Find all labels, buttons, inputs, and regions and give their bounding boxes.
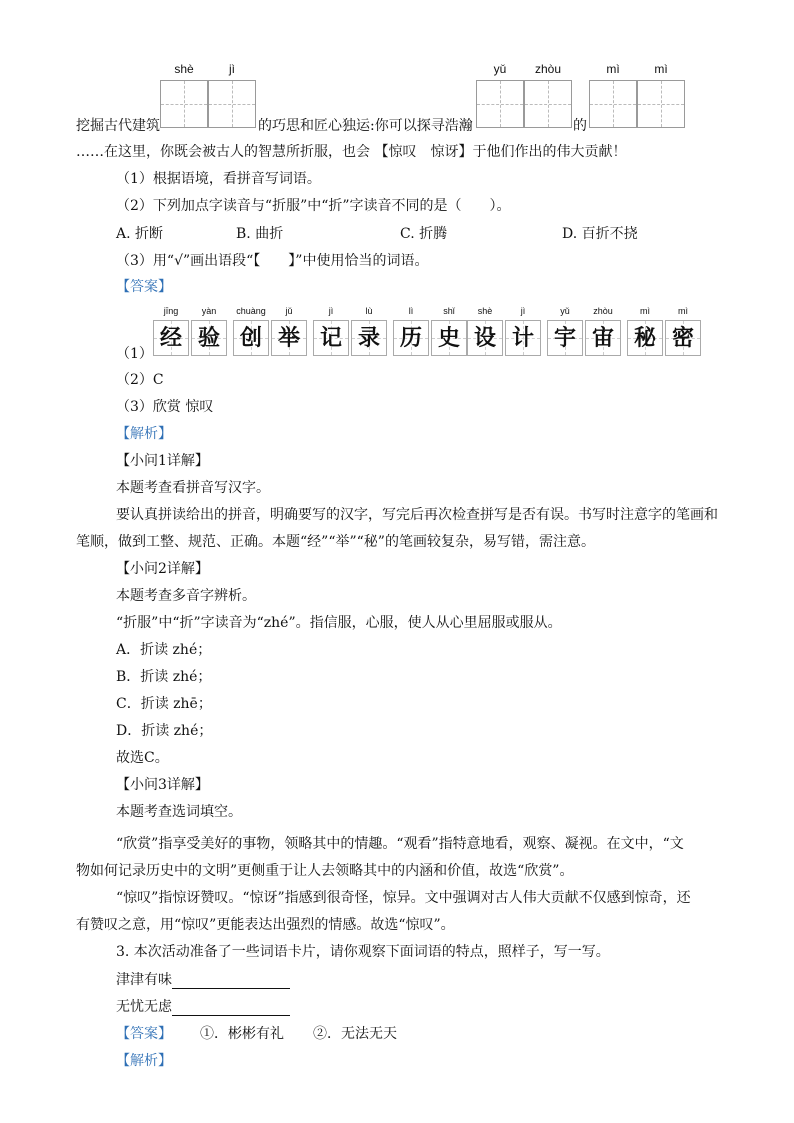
answer-1-prefix: （1）	[116, 346, 153, 362]
answer-pinyin: chuàng	[236, 306, 266, 316]
write-box-6[interactable]	[637, 80, 685, 128]
answer-char: 密	[671, 325, 694, 351]
answer-char-box	[153, 320, 189, 356]
analysis-p7b: 物如何记录历史中的文明”更侧重于让人去领略其中的内涵和价值，故选“欣赏”。	[76, 863, 574, 879]
option-b: B. 曲折	[236, 226, 284, 242]
answer-char: 验	[197, 325, 220, 351]
q3-item-1-text: 津津有味	[116, 972, 172, 988]
write-box-2[interactable]	[208, 80, 256, 128]
analysis-opt-d: D．折读 zhé；	[116, 723, 213, 739]
answer-pinyin: jīng	[163, 306, 179, 316]
question-3-title: 3. 本次活动准备了一些词语卡片，请你观察下面词语的特点，照样子，写一写。	[116, 944, 610, 960]
option-a: A. 折断	[116, 226, 164, 242]
question-1: （1）根据语境，看拼音写词语。	[116, 171, 321, 187]
q3-item-2-text: 无忧无虑	[116, 999, 172, 1015]
answer-char-box	[351, 320, 387, 356]
answer-char-box	[505, 320, 541, 356]
answer-pinyin: yǔ	[560, 306, 570, 316]
answer-char: 创	[239, 325, 262, 351]
write-box-5[interactable]	[589, 80, 637, 128]
analysis-p4: “折服”中“折”字读音为“zhé”。指信服，心服，使人从心里屈服或服从。	[116, 615, 562, 631]
option-d: D. 百折不挠	[562, 226, 638, 242]
answer-char: 经	[159, 325, 182, 351]
intro-line-2: ……在这里，你既会被古人的智慧所折服，也会 【惊叹 惊讶】于他们作出的伟大贡献！	[76, 144, 627, 160]
answer-char-box	[627, 320, 663, 356]
answer-char: 历	[399, 325, 422, 351]
intro-text-b: 的巧思和匠心独运:你可以探寻浩瀚	[258, 118, 473, 134]
write-box-3[interactable]	[476, 80, 524, 128]
answer-pinyin: mì	[678, 306, 688, 316]
q3-analysis-label: 【解析】	[116, 1053, 172, 1069]
question-3: （3）用“√”画出语段“【 】”中使用恰当的词语。	[116, 253, 429, 269]
q3-item-2	[116, 998, 290, 1016]
analysis-opt-b: B．折读 zhé；	[116, 669, 212, 685]
analysis-p7a: “欣赏”指享受美好的事物，领略其中的情趣。“观看”指特意地看，观察、凝视。在文中，“文	[116, 836, 684, 852]
pinyin-mi-2: mì	[654, 62, 668, 76]
analysis-opt-c: C．折读 zhē；	[116, 696, 212, 712]
analysis-opt-a: A．折读 zhé；	[116, 642, 212, 658]
answer-pinyin: zhòu	[593, 306, 613, 316]
analysis-p6: 本题考查选词填空。	[116, 804, 242, 820]
answer-char-box	[585, 320, 621, 356]
q3-answer-2: ②．无法无天	[313, 1026, 397, 1042]
intro-text-c: 的	[573, 118, 587, 134]
answer-char-box	[233, 320, 269, 356]
analysis-heading-1: 【小问1详解】	[116, 453, 209, 469]
pinyin-yu: yǔ	[493, 62, 507, 76]
answer-char-box	[191, 320, 227, 356]
q3-item-2-blank[interactable]	[172, 1001, 290, 1016]
analysis-p2b: 笔顺，做到工整、规范、正确。本题“经”“举”“秘”的笔画较复杂，易写错，需注意。	[76, 534, 595, 550]
question-2: （2）下列加点字读音与“折服”中“折”字读音不同的是（ ）。	[116, 198, 511, 214]
answer-char-box	[393, 320, 429, 356]
pinyin-mi-1: mì	[606, 62, 620, 76]
answer-char-box	[313, 320, 349, 356]
analysis-p5: 故选C。	[116, 750, 169, 766]
write-box-1[interactable]	[160, 80, 208, 128]
option-c: C. 折腾	[400, 226, 448, 242]
answer-char: 史	[437, 325, 460, 351]
write-box-4[interactable]	[524, 80, 572, 128]
pinyin-ji: jì	[229, 62, 235, 76]
answer-char-box	[271, 320, 307, 356]
answer-char: 设	[473, 325, 496, 351]
answer-2: （2）C	[116, 372, 164, 388]
q3-item-1-blank[interactable]	[172, 974, 290, 989]
answer-char-box	[665, 320, 701, 356]
answer-pinyin: lù	[365, 306, 373, 316]
analysis-heading-2: 【小问2详解】	[116, 561, 209, 577]
analysis-p8b: 有赞叹之意，用“惊叹”更能表达出强烈的情感。故选“惊叹”。	[76, 917, 455, 933]
answer-char: 宙	[591, 325, 614, 351]
answer-pinyin: yàn	[201, 306, 217, 316]
answer-char-box	[467, 320, 503, 356]
analysis-p8a: “惊叹”指惊讶赞叹。“惊讶”指感到很奇怪，惊异。文中强调对古人伟大贡献不仅感到惊奇，还	[116, 890, 691, 906]
analysis-p3: 本题考查多音字辨析。	[116, 588, 256, 604]
q3-answer-label: 【答案】	[116, 1026, 172, 1042]
answer-char: 录	[357, 325, 380, 351]
answer-char: 宇	[553, 325, 576, 351]
answer-char: 记	[319, 325, 342, 351]
q3-answer-1: ①．彬彬有礼	[200, 1026, 284, 1042]
analysis-label: 【解析】	[116, 426, 172, 442]
q3-item-1	[116, 971, 290, 989]
answer-char-box	[547, 320, 583, 356]
answer-char: 举	[277, 325, 300, 351]
answer-pinyin: shǐ	[443, 306, 455, 316]
answer-char-box	[431, 320, 467, 356]
analysis-p1: 本题考查看拼音写汉字。	[116, 480, 270, 496]
answer-pinyin: jǔ	[285, 306, 293, 316]
answer-pinyin: jì	[520, 306, 526, 316]
answer-label: 【答案】	[116, 279, 172, 295]
answer-pinyin: lì	[408, 306, 414, 316]
answer-pinyin: jì	[328, 306, 334, 316]
answer-pinyin: mì	[640, 306, 650, 316]
pinyin-zhou: zhòu	[534, 62, 562, 76]
answer-pinyin: shè	[477, 306, 493, 316]
analysis-heading-3: 【小问3详解】	[116, 777, 209, 793]
pinyin-she: shè	[174, 62, 194, 76]
analysis-p2a: 要认真拼读给出的拼音，明确要写的汉字，写完后再次检查拼写是否有误。书写时注意字的笔画和	[116, 507, 718, 523]
intro-text-a: 挖掘古代建筑	[76, 118, 160, 134]
answer-char: 秘	[633, 325, 656, 351]
answer-char: 计	[511, 325, 534, 351]
answer-3: （3）欣赏 惊叹	[116, 399, 214, 415]
